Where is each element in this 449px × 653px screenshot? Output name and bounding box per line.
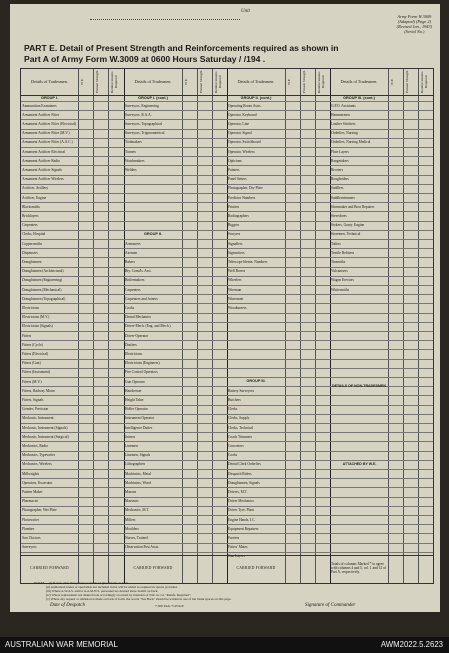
trade-row: Signwriters: [228, 250, 245, 255]
trade-row: Fitters (M.V.): [22, 379, 42, 384]
trade-row: Linemen: [125, 443, 138, 448]
trade-row: Grinder, Precision: [22, 407, 49, 412]
column-header-trade: Details of Tradesmen.: [134, 78, 172, 84]
trade-row: Draughtsmen (Topographical): [22, 296, 66, 301]
trade-row: Electricians: [22, 305, 39, 310]
column-header-strength: Present Strength: [302, 70, 306, 94]
trade-row: Fitters (Electrical): [22, 351, 49, 356]
trade-row: Photographer, Wet Plate: [22, 508, 57, 513]
title-line-1: PART E. Detail of Present Strength and Reinforcements required as shown in: [24, 43, 339, 53]
trade-row: Hairdresser: [125, 388, 142, 393]
trade-row: Riveters: [331, 167, 343, 172]
form-reference: [397, 14, 432, 34]
trade-row: Rangetakers: [331, 158, 349, 163]
trade-row: Engine Hands, I.C.: [228, 517, 256, 522]
trade-row: Millwrights: [22, 471, 39, 476]
form-ref-line: Army Form W.3009: [397, 14, 432, 19]
trade-row: Machinists, Wood: [125, 480, 151, 485]
trade-row: Coppersmiths: [22, 241, 42, 246]
trade-row: Fitters (Gun): [22, 361, 41, 366]
trade-row: Panel Setters: [228, 177, 247, 182]
trade-row: Orderlies, Nursing: [331, 131, 358, 136]
trade-row: Operating Room Assts.: [228, 103, 262, 108]
trade-row: Operator, Wireless: [228, 149, 255, 154]
trade-row: Plate Layers: [331, 149, 349, 154]
row-rule: [21, 331, 433, 332]
note-line: (ii) Authorised trades or specialists not included in list will be added as required in spaces provided.: [46, 584, 178, 589]
trade-row: Electricians (M.V.): [22, 315, 50, 320]
trade-row: Dental Mechanics: [125, 315, 152, 320]
trade-row: Draughtsmen: [22, 259, 42, 264]
trade-row: Telescope Identn. Numbers: [228, 259, 268, 264]
trade-row: Radiographers: [228, 213, 249, 218]
row-rule: [21, 322, 433, 323]
trade-row: Hammermen: [331, 112, 350, 117]
trade-row: Operator, Signal: [228, 131, 252, 136]
trade-row: Operator, Line: [228, 121, 250, 126]
trade-row: Predictor Numbers: [228, 195, 256, 200]
trade-row: Clerks, Supply: [228, 416, 250, 421]
column-header-trade: Details of Tradesmen.: [340, 78, 378, 84]
trade-row: Whitesmiths: [331, 287, 350, 292]
trade-row: Wheelers: [228, 278, 242, 283]
trade-row: Height Taker: [125, 397, 144, 402]
form-ref-line: (Serial No.): [404, 29, 425, 34]
trade-row: Plumber: [22, 526, 35, 531]
group-heading: GROUP II.: [143, 231, 163, 236]
trade-row: Woodturners: [228, 305, 247, 310]
strength-table: [20, 68, 434, 584]
trade-row: Fitters: [22, 333, 32, 338]
trade-row: Electricians: [125, 351, 142, 356]
trade-row: Driver Tyre, Plant: [228, 508, 254, 513]
column-header-trade: Details of Tradesmen.: [31, 78, 68, 84]
title-line-2: Part A of Army Form W.3009 at 0600 Hours Saturday / /194 .: [24, 53, 266, 64]
trade-row: Storemen, Technical: [331, 232, 361, 237]
note-line: (iv) Where replacement not desired note accordingly on return by insertion of N.R. in col. "Reinfs. Required".: [46, 592, 192, 597]
trade-row: Coach Trimmers: [228, 434, 253, 439]
trade-row: Draughtsmen (Engineering): [22, 278, 63, 283]
trade-row: Fitters (Cycle): [22, 342, 43, 347]
form-page: [10, 4, 440, 612]
trade-row: Pattern Maker: [22, 489, 43, 494]
trade-row: G.P.O. Assistants: [331, 103, 356, 108]
column-header-reinf: Reinforcements Required: [214, 71, 222, 93]
trade-row: Vulcanisers: [331, 269, 348, 274]
trade-row: Mechanic, Instrument (Surgical): [22, 434, 69, 439]
column-header-reinf: Reinforcements Required: [420, 71, 428, 93]
trade-row: Nurses, Trained: [125, 535, 148, 540]
trade-row: Operator, Keyboard: [228, 112, 257, 117]
trade-row: Roughriders: [331, 177, 349, 182]
trade-row: Ammunition Examiners: [22, 103, 57, 108]
trade-row: Fitters (Instrument): [22, 370, 51, 375]
notes: [34, 582, 434, 602]
trade-row: Millers: [125, 517, 136, 522]
attached-by-we-heading: ATTACHED BY W.E.: [342, 462, 377, 467]
trade-row: Armament Artificer Signals: [22, 167, 62, 172]
trade-row: Armament Artificer Fitter (M.V.): [22, 131, 70, 136]
part-title: [24, 43, 424, 64]
trade-row: Draughtsmen (Architectural): [22, 269, 64, 274]
trade-row: Printers: [228, 204, 240, 209]
trade-row: Signallers: [228, 241, 243, 246]
trade-row: Surveyors, Topographical: [125, 121, 163, 126]
trade-row: Despatch Riders: [228, 471, 252, 476]
trade-row: Mechanics, Typewriter: [22, 453, 56, 458]
trade-row: Toolmakers: [125, 140, 142, 145]
totals-note: Totals of columns Marked * to agree with columns 4 and 5, col. 1 and 12 of Part A, respectively.: [331, 562, 387, 574]
trade-row: Watchmakers: [125, 158, 145, 163]
row-rule: [21, 368, 433, 369]
trade-row: Driver Mechanics: [228, 499, 254, 504]
trade-row: Well Borers: [228, 269, 246, 274]
trade-row: Surveyors: [22, 545, 37, 550]
trade-row: Artificer, Engine: [22, 195, 47, 200]
trade-row: Butchers: [228, 397, 241, 402]
group-heading: GROUP I. (cont.): [138, 96, 168, 100]
trade-row: Fitters, Railway Motor: [22, 388, 55, 393]
trade-row: Concretors: [228, 443, 244, 448]
trade-row: Masons: [125, 489, 137, 494]
trade-row: Wagon Erectors: [331, 278, 354, 283]
trade-row: Fire Control Operators: [125, 370, 158, 375]
trade-row: Photowriter: [22, 517, 39, 522]
non-tradesmen-heading: DETAILS OF NON-TRADESMEN.: [331, 384, 388, 389]
trade-row: Bricklayers: [22, 213, 39, 218]
trade-row: Clerks, Technical: [228, 425, 254, 430]
trade-row: Lithographers: [125, 462, 146, 467]
trade-row: Surveyors, R.A.A.: [125, 112, 152, 117]
note-line: NOTES.—(i) If rank other than private is involved give details on back.: [34, 581, 129, 585]
note-line: (v) Where any request or omission is made on back of form, the words "See Back" should be written in one of the blank spaces on this page.: [46, 596, 232, 601]
column-header-strength: Present Strength: [199, 70, 203, 94]
trade-row: Painters: [228, 167, 240, 172]
trade-row: Leather Stitchers: [331, 121, 356, 126]
trade-row: Turners: [125, 149, 137, 154]
trade-row: Driver-Mech. (Eng. and Mech.): [125, 324, 171, 329]
carried-forward-label: CARRIED FORWARD: [236, 566, 276, 570]
column-header-we: W.E.: [80, 78, 84, 86]
note-line: (iii) Where A.W.A.S. and/or A.A.M.W.S. personnel are desired show details on back.: [46, 588, 159, 593]
trade-row: Stokers, Gauty. Engine: [331, 223, 365, 228]
trade-row: Armament Artificer Fitter: [22, 112, 60, 117]
row-rule: [21, 340, 433, 341]
column-header-strength: Present Strength: [95, 70, 99, 94]
trade-row: Equipment Repairers: [228, 526, 259, 531]
trade-row: Pharmacist: [22, 499, 38, 504]
trade-row: Carpenters: [22, 223, 38, 228]
trade-row: Clerks, Hospital: [22, 232, 46, 237]
trade-row: Fitters, Signals: [22, 397, 44, 402]
trade-row: Drivers, M.T.: [228, 489, 248, 494]
trade-row: Farriers: [228, 535, 240, 540]
trade-row: Mechanic, Instrument (Signals): [22, 425, 68, 430]
trade-row: Armament Artificer Fitter (A.A.C.): [22, 140, 73, 145]
trade-row: Mechanic, Instrument: [22, 416, 54, 421]
trade-row: Armament Artificer Radio: [22, 158, 60, 163]
carried-forward-label: CARRIED FORWARD: [30, 566, 69, 570]
trade-row: Fitters' Mates: [228, 545, 248, 550]
archive-caption: [0, 637, 449, 653]
trade-row: Masseurs: [125, 499, 139, 504]
column-header-reinf: Reinforcements Required: [317, 71, 325, 93]
trade-row: Riggers: [228, 223, 240, 228]
trade-row: Clerks: [228, 407, 238, 412]
trade-row: Carpenters: [125, 287, 141, 292]
trade-row: Dental Clerk Orderlies: [228, 462, 261, 467]
trade-row: Moulders: [125, 526, 139, 531]
trade-row: Wireman: [228, 287, 242, 292]
trade-row: Carpenters and Joiners: [125, 296, 158, 301]
column-header-strength: Present Strength: [405, 70, 409, 94]
trade-row: Artificer, Artillery: [22, 186, 49, 191]
trade-row: Armament Artificer Electrical: [22, 149, 66, 154]
trade-row: Linemen, Signals: [125, 453, 151, 458]
trade-row: Draughtsmen, Signals: [228, 480, 260, 485]
trade-row: Observation Post Assts.: [125, 545, 160, 550]
trade-row: Operators, Excavator: [22, 480, 53, 485]
trade-row: Cooks: [125, 305, 135, 310]
trade-row: Tailors: [331, 241, 341, 246]
trade-row: Holler Operator: [125, 407, 148, 412]
date-of-despatch: Date of Despatch: [50, 603, 85, 608]
trade-row: Sawyers: [228, 232, 241, 237]
trade-row: Mechanics, Radio: [22, 443, 48, 448]
trade-row: Surveyors, Engineering: [125, 103, 159, 108]
column-header-we: W.E.: [184, 78, 188, 86]
trade-row: Joiners: [125, 434, 136, 439]
trade-row: Surveyors, Trigonometrical: [125, 131, 165, 136]
trade-row: Mechanics, Wireless: [22, 462, 52, 467]
trade-row: Drafters: [125, 342, 137, 347]
trade-row: Mechanics, M.T.: [125, 508, 150, 513]
trade-row: Welders: [125, 167, 137, 172]
trade-row: Saw Doctors: [22, 535, 41, 540]
group-heading: GROUP II. (cont.): [240, 96, 272, 100]
trade-row: Photographer, Dry Plate: [228, 186, 263, 191]
trade-row: Battery Surveyors: [228, 388, 255, 393]
column-header-reinf: Reinforcements Required: [110, 71, 118, 93]
row-rule: [21, 359, 433, 360]
trade-row: Orderlies, Nursing Medical: [331, 140, 371, 145]
trade-row: Stevedores: [331, 213, 347, 218]
trade-row: Bty. Comd's. Asst.: [125, 269, 152, 274]
trade-row: Gun Layers: [228, 554, 245, 559]
trade-row: Armament Artificer Fitter (Electrical): [22, 121, 77, 126]
row-rule: [21, 349, 433, 350]
trade-row: Armament Artificer Wireless: [22, 177, 64, 182]
trade-row: Boilermakers: [125, 278, 145, 283]
trade-row: Intelligence Duties: [125, 425, 153, 430]
row-rule: [21, 313, 433, 314]
column-header-we: W.E.: [390, 78, 394, 86]
trade-row: Opticians: [228, 158, 242, 163]
trade-row: Axemen: [125, 250, 138, 255]
unit-line: [90, 13, 240, 20]
trade-row: Blacksmiths: [22, 204, 40, 209]
trade-row: Tinsmiths: [331, 259, 346, 264]
caption-institution: AUSTRALIAN WAR MEMORIAL: [5, 640, 118, 649]
trade-row: Dispensers: [22, 250, 38, 255]
group-heading: GROUP I.: [40, 96, 59, 100]
unit-label: Unit: [241, 9, 250, 14]
carried-forward-label: CARRIED FORWARD: [133, 566, 173, 570]
trade-row: Draughtsmen (Mechanical): [22, 287, 62, 292]
trade-row: Cooks: [228, 453, 238, 458]
caption-accession: AWM2022.5.2623: [380, 640, 443, 649]
trade-row: Bakers: [125, 259, 135, 264]
form-ref-line: (Adapted) (Page 2): [397, 19, 431, 24]
trade-row: Electricians (Signals): [22, 324, 53, 329]
trade-row: Gun Operator: [125, 379, 145, 384]
trade-row: Shoemaker and Boot Repairer: [331, 204, 375, 209]
column-header-we: W.E.: [287, 78, 291, 86]
trade-row: Winesmen: [228, 296, 244, 301]
trade-row: Operator, Switchboard: [228, 140, 261, 145]
print-reference: 7,500 Pads 7/43 R.P.: [155, 604, 184, 608]
trade-row: Machinists, Metal: [125, 471, 151, 476]
trade-row: Saddlertrimmers: [331, 195, 355, 200]
trade-row: Instrument Operator: [125, 416, 155, 421]
signature-of-commander: Signature of Commander: [305, 603, 356, 608]
column-header-trade: Details of Tradesmen.: [237, 78, 275, 84]
trade-row: Textile Refitters: [331, 250, 355, 255]
trade-row: Saddlers: [331, 186, 344, 191]
form-ref-line: (Revised Jan., 1943): [396, 24, 432, 29]
trade-row: Driver-Operator: [125, 333, 149, 338]
group-heading: GROUP III.: [246, 379, 266, 383]
group-heading: GROUP III. (cont.): [343, 96, 375, 100]
trade-row: Electricians (Engineers): [125, 361, 160, 366]
trade-row: Armourers: [125, 241, 141, 246]
